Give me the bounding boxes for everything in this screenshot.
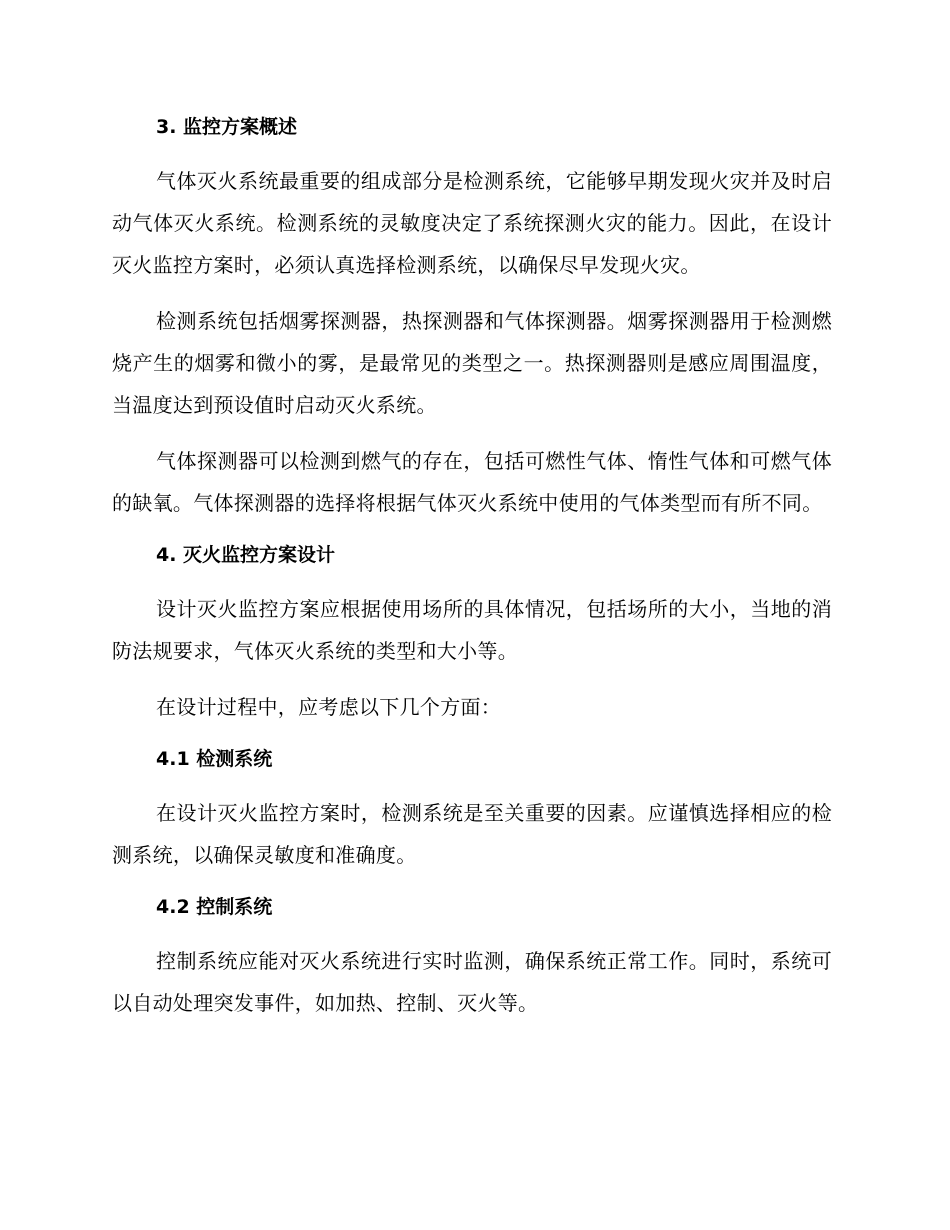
section-3-paragraph-2: 检测系统包括烟雾探测器，热探测器和气体探测器。烟雾探测器用于检测燃烧产生的烟雾和微小的雾，是最常见的类型之一。热探测器则是感应周围温度，当温度达到预设值时启动灭火系统。 — [112, 309, 832, 417]
section-4-2-heading: 4.2 控制系统 — [156, 896, 273, 918]
section-3-paragraph-1: 气体灭火系统最重要的组成部分是检测系统，它能够早期发现火灾并及时启动气体灭火系统。检测系统的灵敏度决定了系统探测火灾的能力。因此，在设计灭火监控方案时，必须认真选择检测系统，以确保尽早发现火灾。 — [112, 169, 832, 277]
section-4-paragraph-1: 设计灭火监控方案应根据使用场所的具体情况，包括场所的大小，当地的消防法规要求，气体灭火系统的类型和大小等。 — [112, 597, 832, 663]
section-4-1-heading: 4.1 检测系统 — [156, 748, 273, 770]
section-4-heading: 4. 灭火监控方案设计 — [156, 544, 336, 566]
section-3-heading: 3. 监控方案概述 — [156, 116, 298, 138]
section-4-paragraph-2: 在设计过程中，应考虑以下几个方面： — [156, 695, 502, 719]
document-body — [112, 110, 832, 1038]
section-3-paragraph-3: 气体探测器可以检测到燃气的存在，包括可燃性气体、惰性气体和可燃气体的缺氧。气体探测器的选择将根据气体灭火系统中使用的气体类型而有所不同。 — [112, 449, 832, 515]
section-4-1-paragraph-1: 在设计灭火监控方案时，检测系统是至关重要的因素。应谨慎选择相应的检测系统，以确保灵敏度和准确度。 — [112, 801, 832, 867]
section-4-2-paragraph-1: 控制系统应能对灭火系统进行实时监测，确保系统正常工作。同时，系统可以自动处理突发事件，如加热、控制、灭火等。 — [112, 949, 832, 1015]
